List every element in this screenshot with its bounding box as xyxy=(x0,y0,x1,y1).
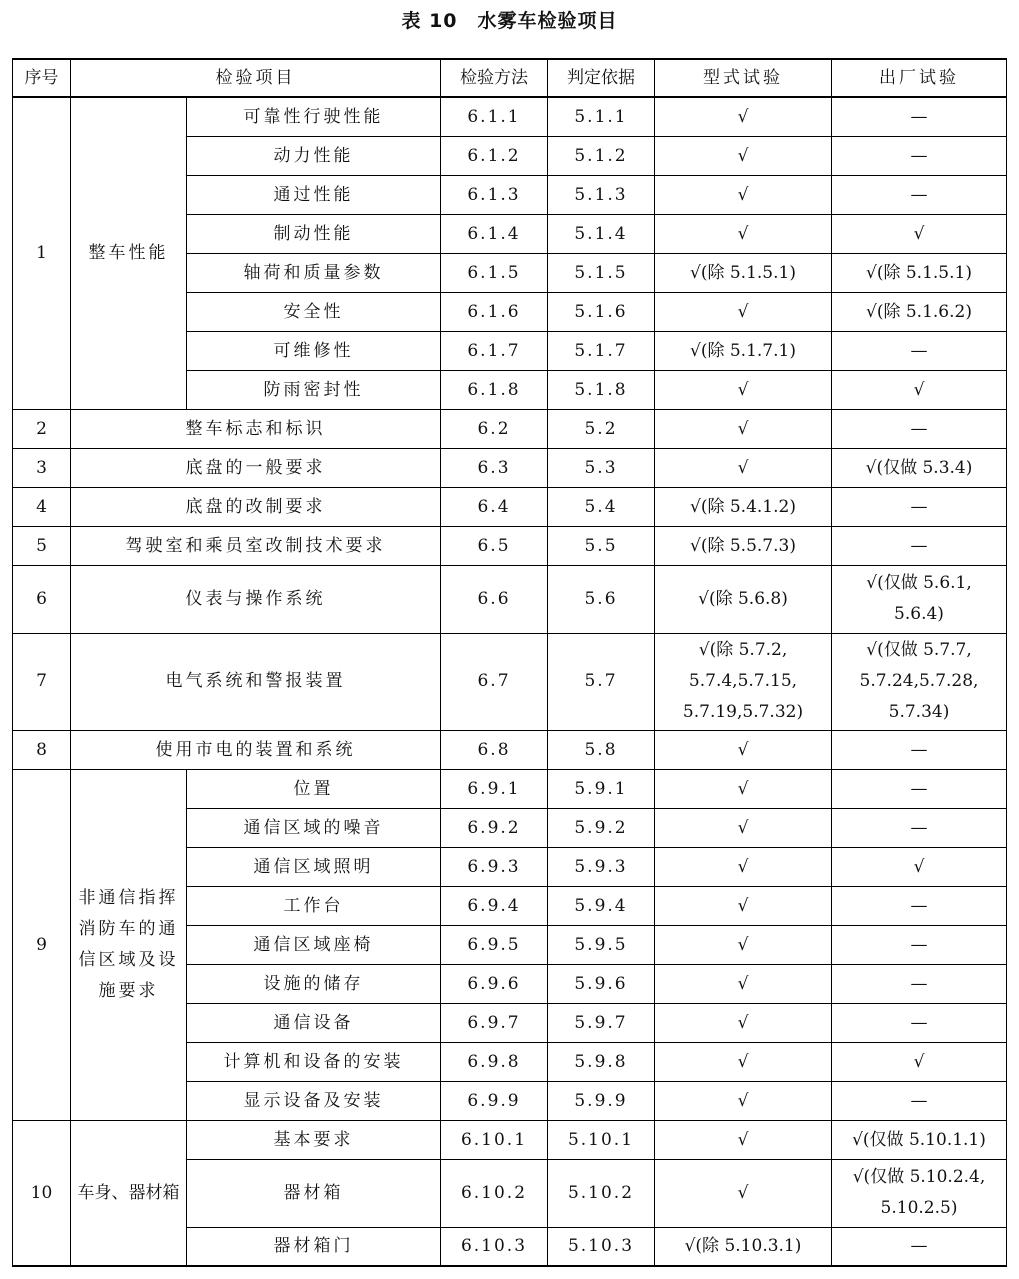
factory-test-cell: √(除 5.1.5.1) xyxy=(832,253,1007,292)
item-name: 可靠性行驶性能 xyxy=(187,97,441,136)
item-name: 驾驶室和乘员室改制技术要求 xyxy=(71,526,441,565)
type-test-cell: √ xyxy=(655,175,832,214)
method-cell: 6.3 xyxy=(441,448,548,487)
item-name: 制动性能 xyxy=(187,214,441,253)
group-line: 非通信指挥 xyxy=(78,887,179,908)
type-test-cell: √ xyxy=(655,1042,832,1081)
type-test-cell: √(除 5.4.1.2) xyxy=(655,487,832,526)
method-cell: 6.1.5 xyxy=(441,253,548,292)
method-cell: 6.4 xyxy=(441,487,548,526)
factory-test-cell: — xyxy=(832,409,1007,448)
header-item: 检验项目 xyxy=(71,59,441,97)
row-number: 7 xyxy=(13,633,71,730)
factory-test-cell: — xyxy=(832,526,1007,565)
basis-cell: 5.1.5 xyxy=(548,253,655,292)
type-test-cell: √(除 5.10.3.1) xyxy=(655,1227,832,1266)
factory-line: √(仅做 5.7.7, xyxy=(866,640,972,660)
type-test-cell: √ xyxy=(655,292,832,331)
method-cell: 6.5 xyxy=(441,526,548,565)
basis-cell: 5.2 xyxy=(548,409,655,448)
item-name: 位置 xyxy=(187,769,441,808)
row-number: 4 xyxy=(13,487,71,526)
basis-cell: 5.10.1 xyxy=(548,1120,655,1159)
basis-cell: 5.9.5 xyxy=(548,925,655,964)
factory-line: √(仅做 5.6.1, xyxy=(866,573,972,593)
type-test-cell: √(除 5.1.5.1) xyxy=(655,253,832,292)
method-cell: 6.9.8 xyxy=(441,1042,548,1081)
method-cell: 6.1.4 xyxy=(441,214,548,253)
basis-cell: 5.9.8 xyxy=(548,1042,655,1081)
row-number: 1 xyxy=(13,97,71,409)
method-cell: 6.1.2 xyxy=(441,136,548,175)
table-number: 表 10 xyxy=(401,10,458,32)
row-number: 3 xyxy=(13,448,71,487)
row-number: 9 xyxy=(13,769,71,1120)
basis-cell: 5.9.6 xyxy=(548,964,655,1003)
item-name: 器材箱门 xyxy=(187,1227,441,1266)
basis-cell: 5.9.2 xyxy=(548,808,655,847)
method-cell: 6.10.1 xyxy=(441,1120,548,1159)
factory-test-cell: √ xyxy=(832,370,1007,409)
item-name: 通信区域座椅 xyxy=(187,925,441,964)
type-line: √(除 5.7.2, xyxy=(698,640,788,660)
basis-cell: 5.9.1 xyxy=(548,769,655,808)
factory-test-cell: √(仅做 5.10.1.1) xyxy=(832,1120,1007,1159)
group-label: 整车性能 xyxy=(71,97,187,409)
method-cell: 6.9.7 xyxy=(441,1003,548,1042)
method-cell: 6.9.9 xyxy=(441,1081,548,1120)
factory-test-cell: √ xyxy=(832,1042,1007,1081)
type-test-cell: √ xyxy=(655,730,832,769)
inspection-table xyxy=(12,58,1007,1267)
factory-test-cell: — xyxy=(832,808,1007,847)
item-name: 安全性 xyxy=(187,292,441,331)
factory-test-cell: √ xyxy=(832,214,1007,253)
method-cell: 6.10.3 xyxy=(441,1227,548,1266)
type-test-cell: √ xyxy=(655,886,832,925)
method-cell: 6.9.5 xyxy=(441,925,548,964)
header-no: 序号 xyxy=(13,59,71,97)
table-row xyxy=(13,730,1007,769)
basis-cell: 5.9.4 xyxy=(548,886,655,925)
method-cell: 6.1.1 xyxy=(441,97,548,136)
basis-cell: 5.1.6 xyxy=(548,292,655,331)
item-name: 使用市电的装置和系统 xyxy=(71,730,441,769)
method-cell: 6.9.2 xyxy=(441,808,548,847)
item-name: 工作台 xyxy=(187,886,441,925)
header-factory-test: 出厂试验 xyxy=(832,59,1007,97)
header-row xyxy=(13,59,1007,97)
item-name: 设施的储存 xyxy=(187,964,441,1003)
basis-cell: 5.9.3 xyxy=(548,847,655,886)
row-number: 2 xyxy=(13,409,71,448)
item-name: 动力性能 xyxy=(187,136,441,175)
basis-cell: 5.1.1 xyxy=(548,97,655,136)
type-line: 5.7.4,5.7.15, xyxy=(688,671,798,691)
header-method: 检验方法 xyxy=(441,59,548,97)
table-title xyxy=(0,6,1019,33)
type-test-cell: √(除 5.5.7.3) xyxy=(655,526,832,565)
item-name: 通过性能 xyxy=(187,175,441,214)
group-label: 车身、器材箱 xyxy=(71,1120,187,1266)
table-caption: 水雾车检验项目 xyxy=(477,10,618,32)
type-test-cell: √ xyxy=(655,1003,832,1042)
basis-cell: 5.7 xyxy=(548,633,655,730)
basis-cell: 5.9.7 xyxy=(548,1003,655,1042)
factory-test-cell: — xyxy=(832,175,1007,214)
table-row xyxy=(13,769,1007,808)
basis-cell: 5.10.2 xyxy=(548,1159,655,1227)
factory-test-cell: √ xyxy=(832,847,1007,886)
method-cell: 6.9.3 xyxy=(441,847,548,886)
factory-test-cell: — xyxy=(832,886,1007,925)
factory-test-cell: — xyxy=(832,769,1007,808)
factory-test-cell: — xyxy=(832,97,1007,136)
type-test-cell: √ xyxy=(655,409,832,448)
factory-test-cell: — xyxy=(832,136,1007,175)
item-name: 底盘的一般要求 xyxy=(71,448,441,487)
item-name: 底盘的改制要求 xyxy=(71,487,441,526)
method-cell: 6.9.4 xyxy=(441,886,548,925)
type-test-cell: √ xyxy=(655,1159,832,1227)
method-cell: 6.6 xyxy=(441,565,548,633)
type-test-cell: √ xyxy=(655,214,832,253)
factory-line: 5.10.2.5) xyxy=(880,1198,958,1218)
item-name: 通信设备 xyxy=(187,1003,441,1042)
basis-cell: 5.8 xyxy=(548,730,655,769)
item-name: 通信区域的噪音 xyxy=(187,808,441,847)
type-test-cell: √ xyxy=(655,97,832,136)
factory-line: 5.7.24,5.7.28, xyxy=(859,671,979,691)
factory-test-cell xyxy=(832,565,1007,633)
group-line: 消防车的通 xyxy=(78,918,179,939)
method-cell: 6.10.2 xyxy=(441,1159,548,1227)
group-label xyxy=(71,769,187,1120)
factory-test-cell: — xyxy=(832,1003,1007,1042)
basis-cell: 5.5 xyxy=(548,526,655,565)
basis-cell: 5.1.2 xyxy=(548,136,655,175)
type-test-cell: √ xyxy=(655,1081,832,1120)
basis-cell: 5.1.7 xyxy=(548,331,655,370)
factory-test-cell: — xyxy=(832,964,1007,1003)
factory-test-cell: √(除 5.1.6.2) xyxy=(832,292,1007,331)
table-row xyxy=(13,1120,1007,1159)
row-number: 8 xyxy=(13,730,71,769)
item-name: 计算机和设备的安装 xyxy=(187,1042,441,1081)
type-test-cell: √(除 5.1.7.1) xyxy=(655,331,832,370)
item-name: 电气系统和警报装置 xyxy=(71,633,441,730)
header-basis: 判定依据 xyxy=(548,59,655,97)
type-test-cell: √ xyxy=(655,370,832,409)
type-test-cell: √ xyxy=(655,769,832,808)
type-test-cell: √(除 5.6.8) xyxy=(655,565,832,633)
item-name: 可维修性 xyxy=(187,331,441,370)
method-cell: 6.7 xyxy=(441,633,548,730)
method-cell: 6.8 xyxy=(441,730,548,769)
item-name: 显示设备及安装 xyxy=(187,1081,441,1120)
group-line: 施要求 xyxy=(98,980,159,1001)
item-name: 器材箱 xyxy=(187,1159,441,1227)
factory-test-cell: — xyxy=(832,331,1007,370)
type-line: 5.7.19,5.7.32) xyxy=(682,702,804,722)
table-row xyxy=(13,448,1007,487)
item-name: 轴荷和质量参数 xyxy=(187,253,441,292)
factory-test-cell xyxy=(832,1159,1007,1227)
row-number: 10 xyxy=(13,1120,71,1266)
method-cell: 6.1.8 xyxy=(441,370,548,409)
factory-test-cell: — xyxy=(832,730,1007,769)
factory-line: √(仅做 5.10.2.4, xyxy=(852,1167,986,1187)
basis-cell: 5.3 xyxy=(548,448,655,487)
method-cell: 6.1.3 xyxy=(441,175,548,214)
basis-cell: 5.10.3 xyxy=(548,1227,655,1266)
basis-cell: 5.6 xyxy=(548,565,655,633)
type-test-cell: √ xyxy=(655,925,832,964)
factory-test-cell: — xyxy=(832,1081,1007,1120)
type-test-cell: √ xyxy=(655,1120,832,1159)
item-name: 仪表与操作系统 xyxy=(71,565,441,633)
type-test-cell: √ xyxy=(655,448,832,487)
factory-test-cell: √(仅做 5.3.4) xyxy=(832,448,1007,487)
item-name: 基本要求 xyxy=(187,1120,441,1159)
basis-cell: 5.1.3 xyxy=(548,175,655,214)
basis-cell: 5.4 xyxy=(548,487,655,526)
method-cell: 6.1.7 xyxy=(441,331,548,370)
factory-line: 5.7.34) xyxy=(888,702,950,722)
group-line: 信区域及设 xyxy=(78,949,179,970)
table-row xyxy=(13,409,1007,448)
factory-test-cell: — xyxy=(832,1227,1007,1266)
item-name: 防雨密封性 xyxy=(187,370,441,409)
item-name: 整车标志和标识 xyxy=(71,409,441,448)
factory-test-cell: — xyxy=(832,925,1007,964)
method-cell: 6.1.6 xyxy=(441,292,548,331)
table-row xyxy=(13,565,1007,633)
factory-line: 5.6.4) xyxy=(894,604,944,624)
row-number: 6 xyxy=(13,565,71,633)
table-row xyxy=(13,487,1007,526)
method-cell: 6.2 xyxy=(441,409,548,448)
table-row xyxy=(13,97,1007,136)
factory-test-cell: — xyxy=(832,487,1007,526)
type-test-cell xyxy=(655,633,832,730)
type-test-cell: √ xyxy=(655,964,832,1003)
basis-cell: 5.9.9 xyxy=(548,1081,655,1120)
method-cell: 6.9.1 xyxy=(441,769,548,808)
row-number: 5 xyxy=(13,526,71,565)
type-test-cell: √ xyxy=(655,847,832,886)
method-cell: 6.9.6 xyxy=(441,964,548,1003)
basis-cell: 5.1.8 xyxy=(548,370,655,409)
type-test-cell: √ xyxy=(655,136,832,175)
factory-test-cell xyxy=(832,633,1007,730)
table-row xyxy=(13,526,1007,565)
item-name: 通信区域照明 xyxy=(187,847,441,886)
header-type-test: 型式试验 xyxy=(655,59,832,97)
type-test-cell: √ xyxy=(655,808,832,847)
basis-cell: 5.1.4 xyxy=(548,214,655,253)
table-row xyxy=(13,633,1007,730)
